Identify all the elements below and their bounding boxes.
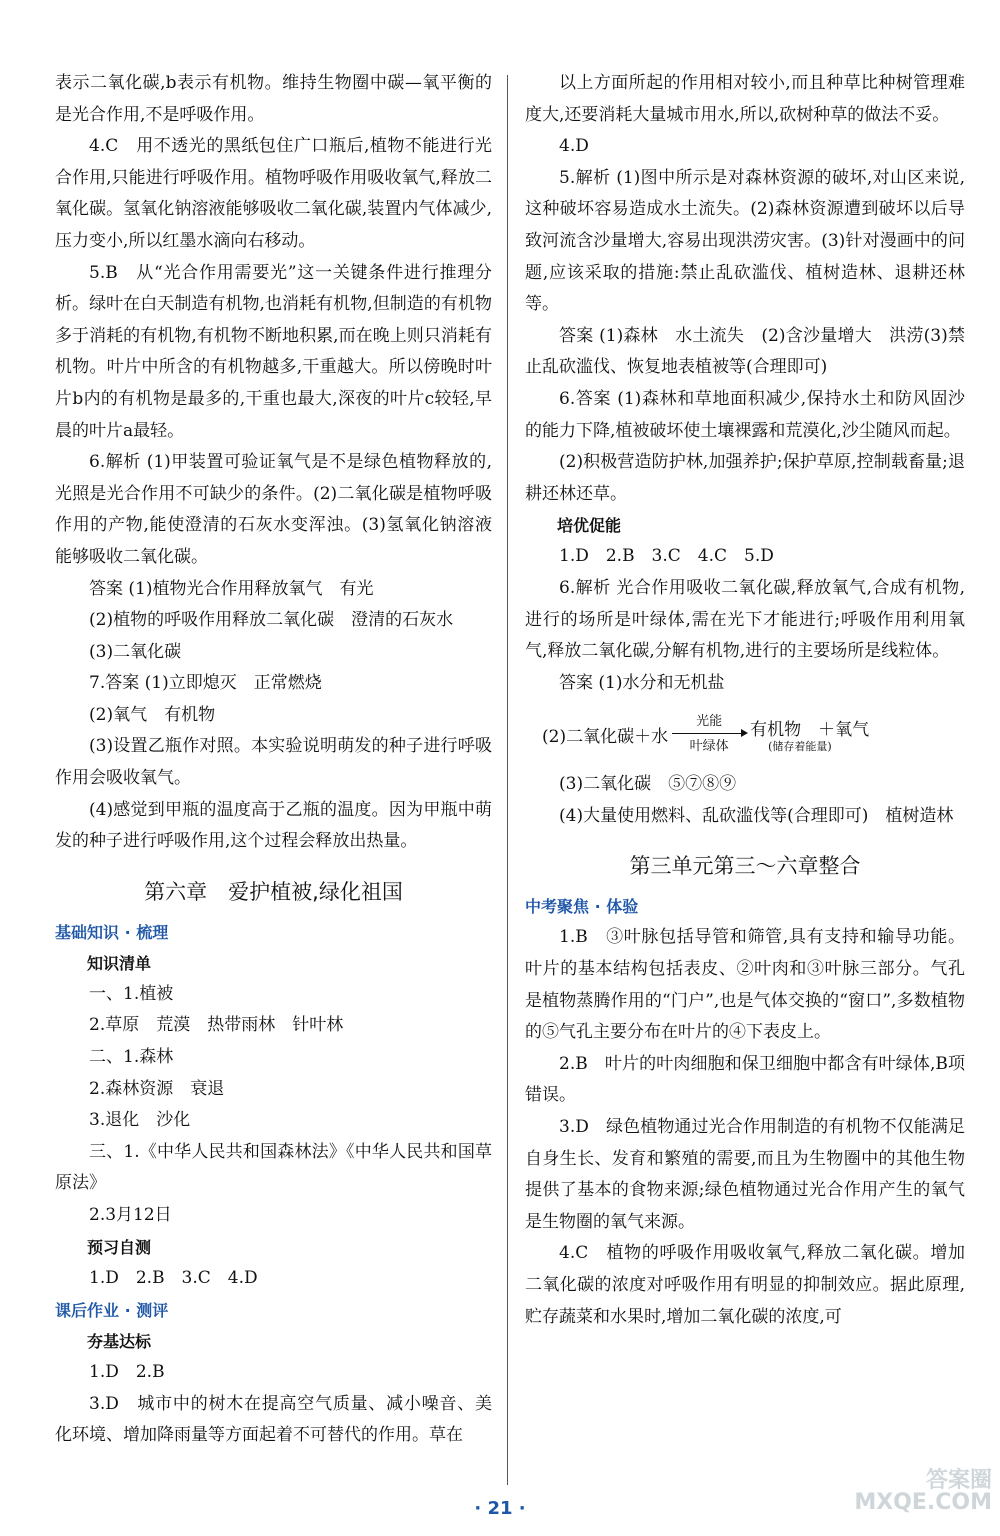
column-divider xyxy=(507,75,508,1485)
list-item: 1.D 2.B 3.C 4.D xyxy=(89,1267,258,1288)
watermark-logo xyxy=(854,1470,992,1514)
answer-4: 4.D xyxy=(559,136,589,157)
answer-line: 答案 (1)水分和无机盐 xyxy=(559,672,725,693)
arrow-condition-above: 光能 xyxy=(696,714,723,730)
answer-6-analysis: 6.解析 (1)甲装置可验证氧气是不是绿色植物释放的,光照是光合作用不可缺少的条件。(2)二氧化碳是植物呼吸作用的产物,能使澄清的石灰水变浑浊。(3)氢氧化钠溶液能够吸收二氧化碳。 xyxy=(55,452,492,567)
section-heading: 基础知识 · 梳理 xyxy=(55,922,169,942)
section-heading: 中考聚焦 · 体验 xyxy=(525,897,639,917)
arrow-icon xyxy=(672,733,742,734)
reaction-arrow xyxy=(672,714,746,754)
chapter-title: 第六章 爱护植被,绿化祖国 xyxy=(144,879,403,904)
answer-3: 3.D 城市中的树木在提高空气质量、减小噪音、美化环境、增加降雨量等方面起着不可替代的作用。草在 xyxy=(55,1393,492,1446)
sub-heading: 夯基达标 xyxy=(87,1332,152,1352)
answer-4: 4.C 植物的呼吸作用吸收氧气,释放二氧化碳。增加二氧化碳的浓度对呼吸作用有明显的抑制效应。据此原理,贮存蔬菜和水果时,增加二氧化碳的浓度,可 xyxy=(525,1243,965,1327)
answer-1: 1.B ③叶脉包括导管和筛管,具有支持和输导功能。叶片的基本结构包括表皮、②叶肉和③叶脉三部分。气孔是植物蒸腾作用的“门户”,也是气体交换的“窗口”,多数植物的⑤气孔主要分布在叶片的④下表皮上。 xyxy=(525,927,965,1043)
list-item: 一、1.植被 xyxy=(89,983,174,1004)
list-item: 1.D 2.B xyxy=(89,1362,165,1383)
chapter-title: 第三单元第三～六章整合 xyxy=(629,854,861,879)
paragraph: 以上方面所起的作用相对较小,而且种草比种树管理难度大,还要消耗大量城市用水,所以,砍树种草的做法不妥。 xyxy=(525,73,965,125)
list-item: 二、1.森林 xyxy=(89,1047,174,1068)
answer-6-key: 答案 (1)植物光合作用释放氧气 有光 xyxy=(89,578,374,599)
answer-line: (4)大量使用燃料、乱砍滥伐等(合理即可) 植树造林 xyxy=(559,805,954,826)
answer-5-analysis: 5.解析 (1)图中所示是对森林资源的破坏,对山区来说,这种破坏容易造成水土流失。(2)森林资源遭到破坏以后导致河流含沙量增大,容易出现洪涝灾害。(3)针对漫画中的问题,应该采取的措施:禁止乱砍滥伐、植树造林、退耕还林等。 xyxy=(525,167,965,315)
products-text: 有机物 ＋氧气 xyxy=(750,720,870,741)
answer-line: (3)设置乙瓶作对照。本实验说明萌发的种子进行呼吸作用会吸收氧气。 xyxy=(55,736,492,789)
list-item: 1.D 2.B 3.C 4.C 5.D xyxy=(559,546,774,567)
answer-4: 4.C 用不透光的黑纸包住广口瓶后,植物不能进行光合作用,只能进行呼吸作用。植物呼吸作用吸收氧气,释放二氧化碳。氢氧化钠溶液能够吸收二氧化碳,装置内气体减少,压力变小,所以红墨水滴向右移动。 xyxy=(55,136,492,251)
photosynthesis-equation xyxy=(525,699,965,769)
right-column xyxy=(525,68,965,1333)
energy-note: (储存着能量) xyxy=(768,740,832,754)
answer-line: (3)二氧化碳 xyxy=(89,641,182,662)
sub-heading: 培优促能 xyxy=(557,516,622,536)
list-item: 三、1.《中华人民共和国森林法》《中华人民共和国草原法》 xyxy=(55,1141,492,1194)
answer-line: (2)积极营造防护林,加强养护;保护草原,控制载畜量;退耕还林还草。 xyxy=(525,452,965,504)
answer-2: 2.B 叶片的叶肉细胞和保卫细胞中都含有叶绿体,B项错误。 xyxy=(525,1053,965,1106)
list-item: 2.森林资源 衰退 xyxy=(89,1078,225,1099)
arrow-condition-below: 叶绿体 xyxy=(689,739,729,755)
answer-7-key: 7.答案 (1)立即熄灭 正常燃烧 xyxy=(89,673,322,694)
equation-products xyxy=(750,715,869,753)
answer-6-analysis: 6.解析 光合作用吸收二氧化碳,释放氧气,合成有机物,进行的场所是叶绿体,需在光下才能进行;呼吸作用利用氧气,释放二氧化碳,分解有机物,进行的主要场所是线粒体。 xyxy=(525,577,965,662)
answer-5-key: 答案 (1)森林 水土流失 (2)含沙量增大 洪涝(3)禁止乱砍滥伐、恢复地表植被等(合理即可) xyxy=(525,325,965,378)
page-number: · 21 · xyxy=(474,1498,526,1519)
answer-6-key: 6.答案 (1)森林和草地面积减少,保持水土和防风固沙的能力下降,植被破坏使土壤裸露和荒漠化,沙尘随风而起。 xyxy=(525,388,965,441)
answer-line: (2)植物的呼吸作用释放二氧化碳 澄清的石灰水 xyxy=(89,610,454,631)
left-column xyxy=(55,68,492,1452)
paragraph: 表示二氧化碳,b表示有机物。维持生物圈中碳—氧平衡的是光合作用,不是呼吸作用。 xyxy=(55,73,492,125)
list-item: 3.退化 沙化 xyxy=(89,1110,191,1131)
answer-line: (4)感觉到甲瓶的温度高于乙瓶的温度。因为甲瓶中萌发的种子进行呼吸作用,这个过程会释放出热量。 xyxy=(55,799,492,852)
watermark-line: MXQE.COM xyxy=(854,1490,992,1515)
list-item: 2.3月12日 xyxy=(89,1205,172,1225)
section-heading: 课后作业 · 测评 xyxy=(55,1301,169,1321)
sub-heading: 知识清单 xyxy=(87,953,152,973)
sub-heading: 预习自测 xyxy=(87,1237,152,1257)
answer-line: (3)二氧化碳 ⑤⑦⑧⑨ xyxy=(559,774,737,795)
answer-5: 5.B 从“光合作用需要光”这一关键条件进行推理分析。绿叶在白天制造有机物,也消耗有机物,但制造的有机物多于消耗的有机物,有机物不断地积累,而在晚上则只消耗有机物。叶片中所含的有机物越多,干重越大。所以傍晚时叶片b内的有机物是最多的,干重也最大,深夜的叶片c较轻,早晨的叶片a最轻。 xyxy=(55,262,492,441)
watermark-line: 答案圈 xyxy=(925,1468,992,1493)
list-item: 2.草原 荒漠 热带雨林 针叶林 xyxy=(89,1015,344,1036)
answer-3: 3.D 绿色植物通过光合作用制造的有机物不仅能满足自身生长、发育和繁殖的需要,而且为生物圈中的其他生物提供了基本的食物来源;绿色植物通过光合作用产生的氧气是生物圈的氧气来源。 xyxy=(525,1117,965,1232)
equation-reactants: (2)二氧化碳＋水 xyxy=(542,726,669,747)
answer-line: (2)氧气 有机物 xyxy=(89,704,216,725)
